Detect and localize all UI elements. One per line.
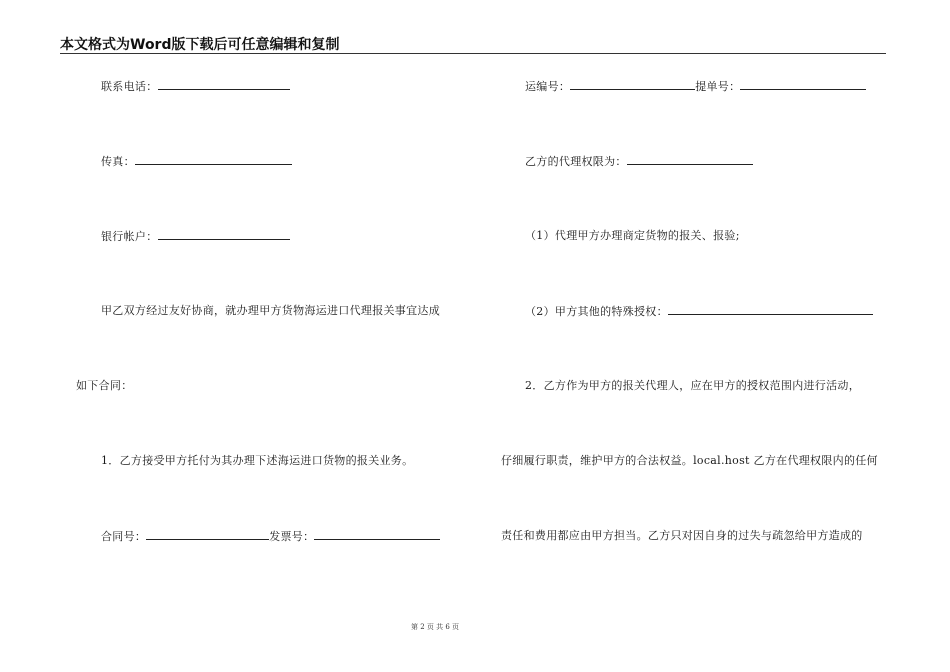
- document-header-title: 本文格式为Word版下载后可任意编辑和复制: [60, 37, 340, 53]
- authority-item-1: （1）代理甲方办理商定货物的报关、报验;: [525, 229, 740, 242]
- bill-no-blank[interactable]: [740, 79, 866, 90]
- invoice-no-blank[interactable]: [314, 529, 440, 540]
- page-number: 第 2 页 共 6 页: [410, 623, 460, 631]
- clause-2-cont-1: 仔细履行职责，维护甲方的合法权益。local.host 乙方在代理权限内的任何: [501, 454, 878, 467]
- invoice-no-label: 发票号：: [269, 530, 315, 543]
- phone-blank[interactable]: [158, 79, 290, 90]
- contract-no-blank[interactable]: [146, 529, 269, 540]
- intro-paragraph: 甲乙双方经过友好协商，就办理甲方货物海运进口代理报关事宜达成: [101, 304, 440, 317]
- authority-label: 乙方的代理权限为：: [525, 155, 627, 168]
- bank-line: [101, 229, 290, 244]
- intro-paragraph-cont: 如下合同：: [76, 379, 133, 392]
- authority-item-2-line: [525, 304, 873, 319]
- clause-2: 2．乙方作为甲方的报关代理人，应在甲方的授权范围内进行活动，: [525, 379, 860, 392]
- clause-1: 1．乙方接受甲方托付为其办理下述海运进口货物的报关业务。: [101, 454, 414, 467]
- authority-blank[interactable]: [627, 154, 753, 165]
- fax-blank[interactable]: [135, 154, 292, 165]
- authority-line: [525, 154, 753, 169]
- bank-blank[interactable]: [158, 229, 290, 240]
- authority-item-2-label: （2）甲方其他的特殊授权：: [525, 305, 668, 318]
- contract-invoice-line: [101, 529, 440, 544]
- transport-no-blank[interactable]: [570, 79, 695, 90]
- phone-line: [101, 79, 290, 94]
- clause-2-cont-2: 责任和费用都应由甲方担当。乙方只对因自身的过失与疏忽给甲方造成的: [501, 529, 863, 542]
- fax-label: 传真：: [101, 155, 135, 168]
- contract-no-label: 合同号：: [101, 530, 147, 543]
- bill-no-label: 提单号：: [695, 80, 741, 93]
- transport-no-label: 运编号：: [525, 80, 571, 93]
- phone-label: 联系电话：: [101, 80, 158, 93]
- header-rule: [60, 53, 886, 54]
- bank-label: 银行帐户：: [101, 230, 158, 243]
- fax-line: [101, 154, 292, 169]
- special-authority-blank[interactable]: [668, 304, 873, 315]
- transport-bill-line: [525, 79, 866, 94]
